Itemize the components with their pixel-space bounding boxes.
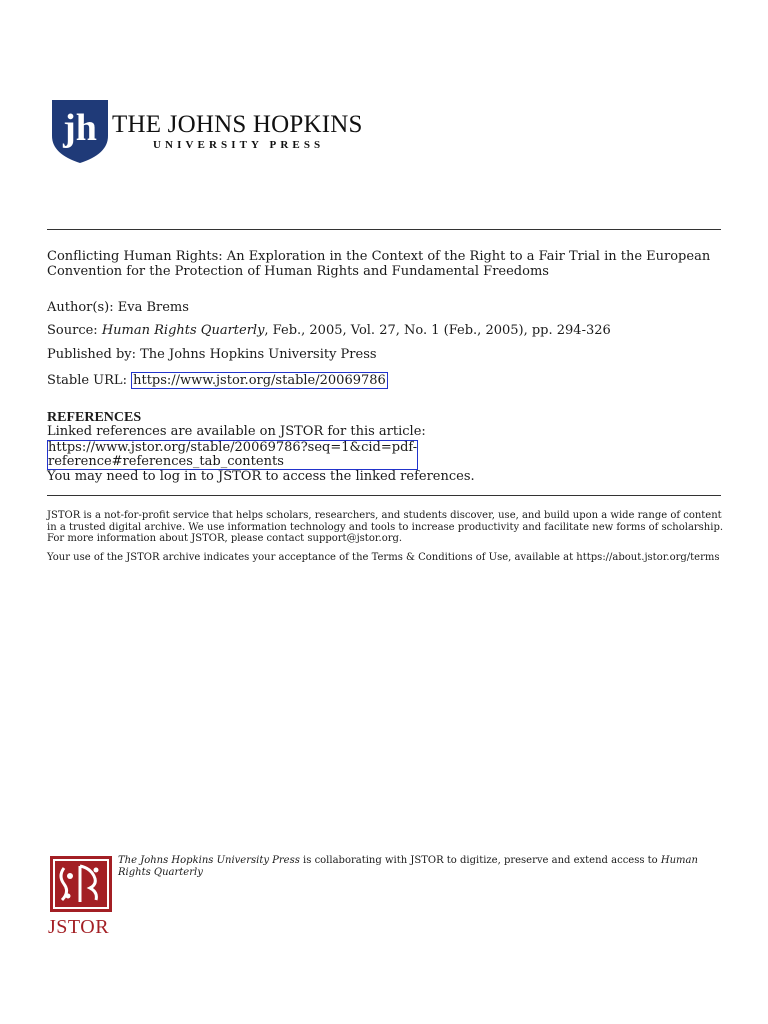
stable-url-label: Stable URL: [47,373,127,388]
article-title: Conflicting Human Rights: An Exploration in the Context of the Right to a Fair Trial in the European Convention for the Protection of Human Rights and Fundamental Freedoms [47,249,711,279]
references-note: You may need to log in to JSTOR to access the linked references. [47,468,475,484]
references-intro: Linked references are available on JSTOR for this article: [47,424,426,439]
collab-text: is collaborating with JSTOR to digitize, preserve and extend access to [299,855,661,866]
published-value: The Johns Hopkins University Press [140,347,377,362]
jstor-terms-notice: Your use of the JSTOR archive indicates your acceptance of the Terms & Conditions of Use, available at https://about.jstor.org/terms [47,552,720,563]
references-heading: REFERENCES [47,410,142,425]
collaboration-notice [118,855,718,879]
published-label: Published by: [47,347,136,362]
jstor-emblem-icon [50,856,112,912]
source-details: , Feb., 2005, Vol. 27, No. 1 (Feb., 2005), pp. 294-326 [264,323,611,338]
jstor-about-notice: JSTOR is a not-for-profit service that helps scholars, researchers, and students discover, use, and build upon a wide range of content in a trusted digital archive. We use information technology and tools to increase productivity and facilitate new forms of scholarship. For more information about JSTOR, please contact support@jstor.org. [47,510,724,545]
references-link-line2: reference#references_tab_contents [48,453,284,469]
authors-line [47,301,727,316]
publisher-name: THE JOHNS HOPKINS [112,111,363,138]
references-link-line1: https://www.jstor.org/stable/20069786?seq=1&cid=pdf- [48,439,418,455]
top-divider [47,229,721,230]
publisher-subname: UNIVERSITY PRESS [153,139,325,151]
logo-letters: jh [63,107,97,149]
publisher-logo [50,96,363,166]
source-line [47,324,727,339]
collab-publisher: The Johns Hopkins University Press [118,855,300,866]
jhu-shield-icon [50,96,112,166]
stable-url-link[interactable]: https://www.jstor.org/stable/20069786 [133,373,386,388]
source-label: Source: [47,323,98,338]
published-line [47,348,727,363]
references-block [47,425,727,484]
collab-journal: Human Rights Quarterly [118,855,698,878]
references-link[interactable] [47,440,418,470]
bottom-divider [47,495,721,496]
jstor-wordmark: JSTOR [48,916,110,938]
authors-value: Eva Brems [117,300,189,315]
stable-url-line [47,374,727,389]
authors-label: Author(s): [47,300,114,315]
source-journal: Human Rights Quarterly [101,323,265,338]
